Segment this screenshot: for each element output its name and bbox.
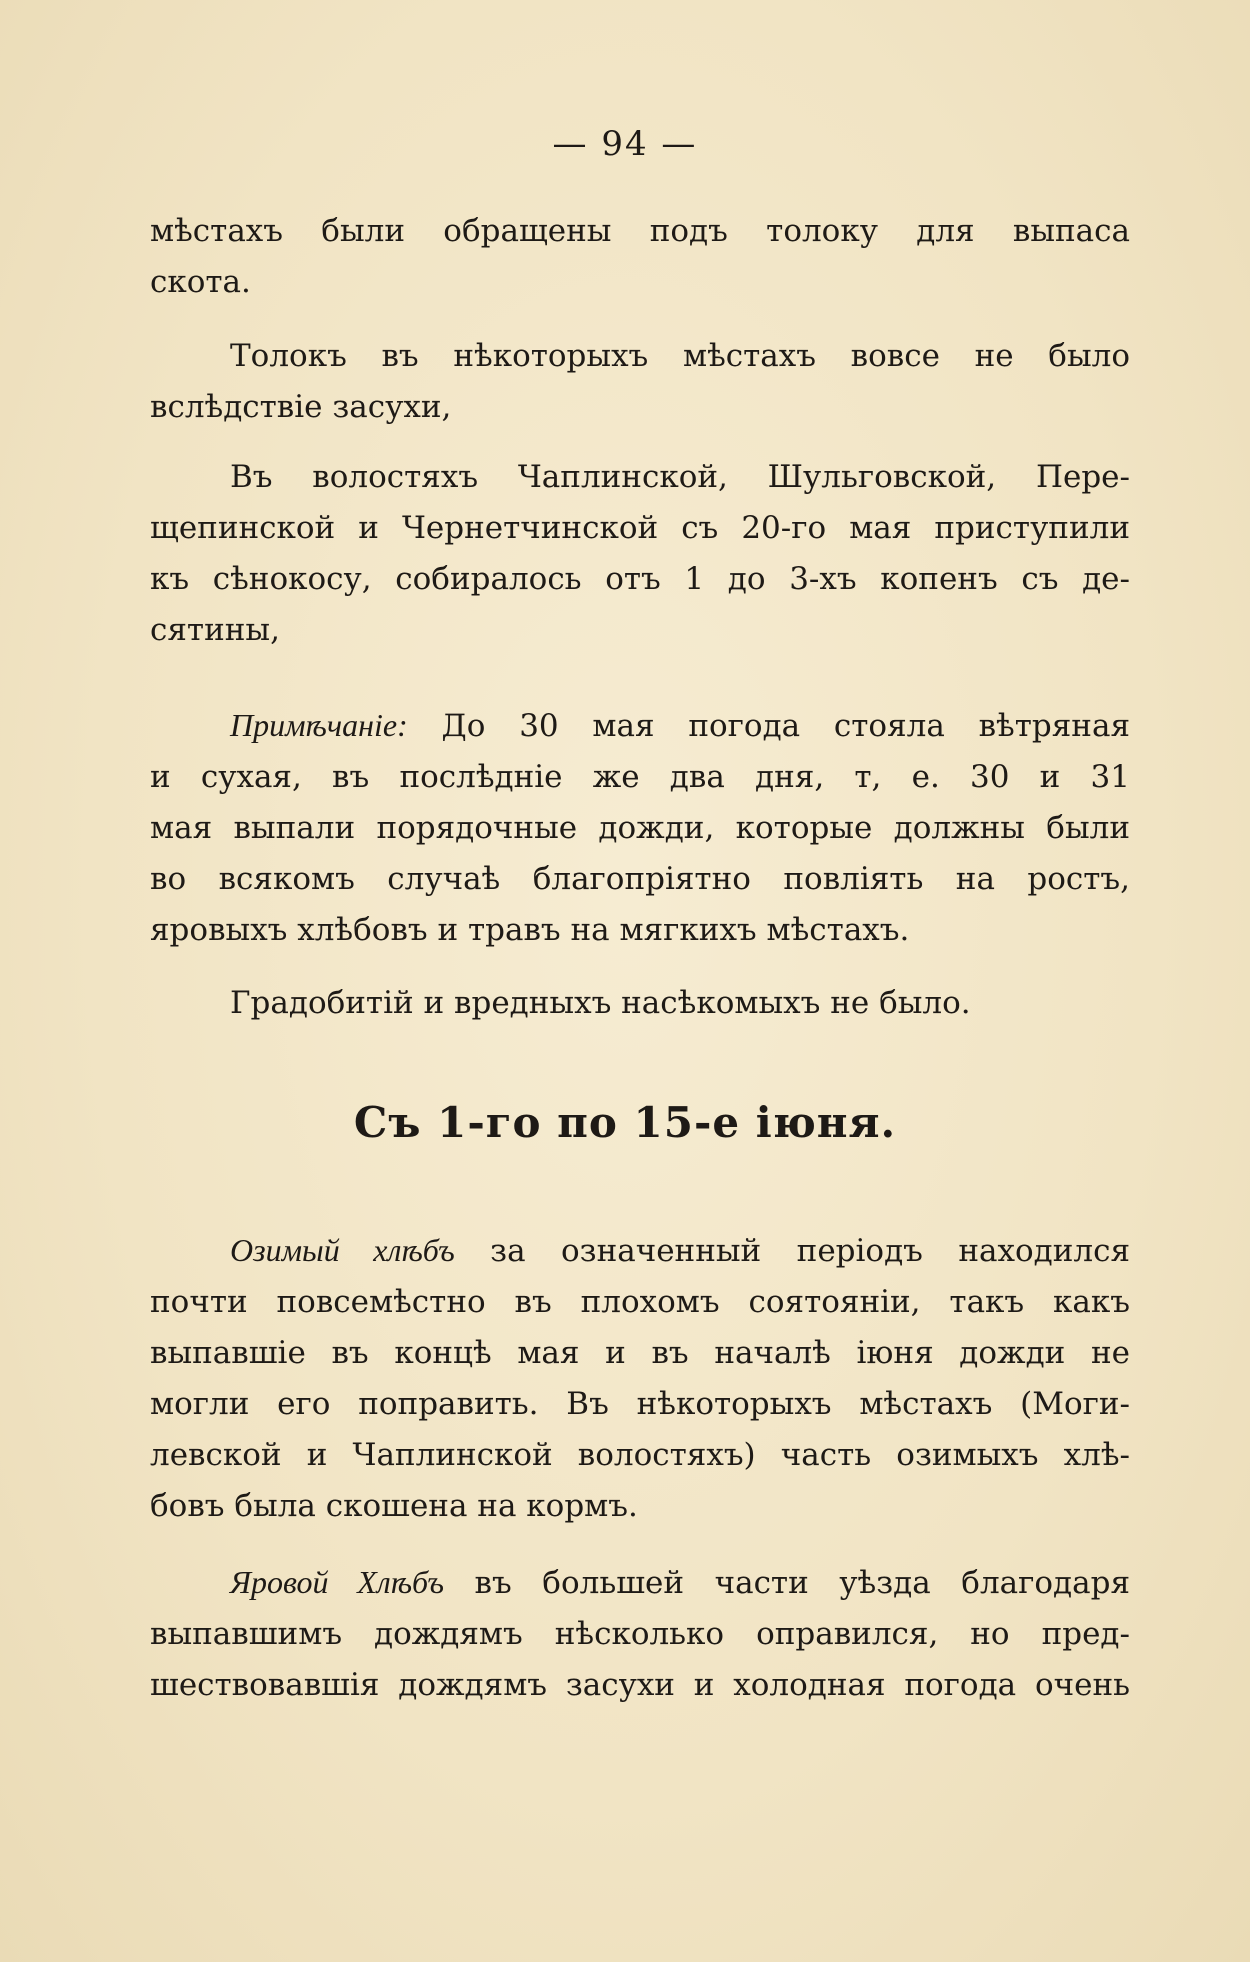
term-label: Озимый хлѣбъ (230, 1232, 455, 1268)
term-label: Яровой Хлѣбъ (230, 1564, 444, 1600)
note-first-line-text: До 30 мая погода стояла вѣтряная (441, 708, 1130, 744)
paragraph-first-line-text: въ большей части уѣзда благодаря (474, 1565, 1131, 1601)
paragraph-line: сятины, (150, 612, 280, 648)
paragraph-line: Въ волостяхъ Чаплинской, Шульговской, Пере- (230, 459, 1130, 495)
paragraph-line: къ сѣнокосу, собиралось отъ 1 до 3-хъ копенъ съ де- (150, 561, 1130, 597)
paragraph-line (150, 1557, 1130, 1609)
paragraph-line: вслѣдствіе засухи, (150, 389, 452, 425)
paragraph-5 (150, 978, 1130, 1029)
page-number: — 94 — (552, 124, 698, 164)
paragraph-6 (150, 1225, 1130, 1532)
paragraph-line: могли его поправить. Въ нѣкоторыхъ мѣстахъ (Моги- (150, 1386, 1130, 1422)
paragraph-2 (150, 331, 1130, 433)
paragraph-line: щепинской и Чернетчинской съ 20-го мая приступили (150, 510, 1130, 546)
paragraph-line: выпавшимъ дождямъ нѣсколько оправился, но пред- (150, 1616, 1130, 1652)
paragraph-line: мая выпали порядочные дожди, которые должны были (150, 810, 1130, 846)
paragraph-line: скота. (150, 264, 251, 300)
paragraph-4 (150, 700, 1130, 956)
paragraph-line: и сухая, въ послѣдніе же два дня, т, е. 30 и 31 (150, 759, 1130, 795)
paragraph-line: шествовавшія дождямъ засухи и холодная погода очень (150, 1667, 1130, 1703)
paragraph-line: Толокъ въ нѣкоторыхъ мѣстахъ вовсе не было (230, 338, 1130, 374)
paragraph-1 (150, 206, 1130, 308)
section-heading: Съ 1-го по 15-е іюня. (353, 1098, 897, 1147)
paragraph-line: мѣстахъ были обращены подъ толоку для выпаса (150, 213, 1130, 249)
note-label: Примѣчаніе: (230, 707, 408, 743)
paragraph-3 (150, 452, 1130, 656)
paragraph-line (150, 1225, 1130, 1277)
paragraph-line: почти повсемѣстно въ плохомъ соятояніи, такъ какъ (150, 1284, 1130, 1320)
paragraph-line: Градобитій и вредныхъ насѣкомыхъ не было. (230, 985, 971, 1021)
paragraph-line: бовъ была скошена на кормъ. (150, 1488, 638, 1524)
paragraph-line: яровыхъ хлѣбовъ и травъ на мягкихъ мѣстахъ. (150, 912, 910, 948)
paragraph-line: левской и Чаплинской волостяхъ) часть озимыхъ хлѣ- (150, 1437, 1130, 1473)
paragraph-line: выпавшіе въ концѣ мая и въ началѣ іюня дожди не (150, 1335, 1130, 1371)
paragraph-line: во всякомъ случаѣ благопріятно повліять на ростъ, (150, 861, 1130, 897)
paragraph-line (150, 700, 1130, 752)
paragraph-first-line-text: за означенный періодъ находился (490, 1233, 1131, 1269)
paragraph-7 (150, 1557, 1130, 1711)
